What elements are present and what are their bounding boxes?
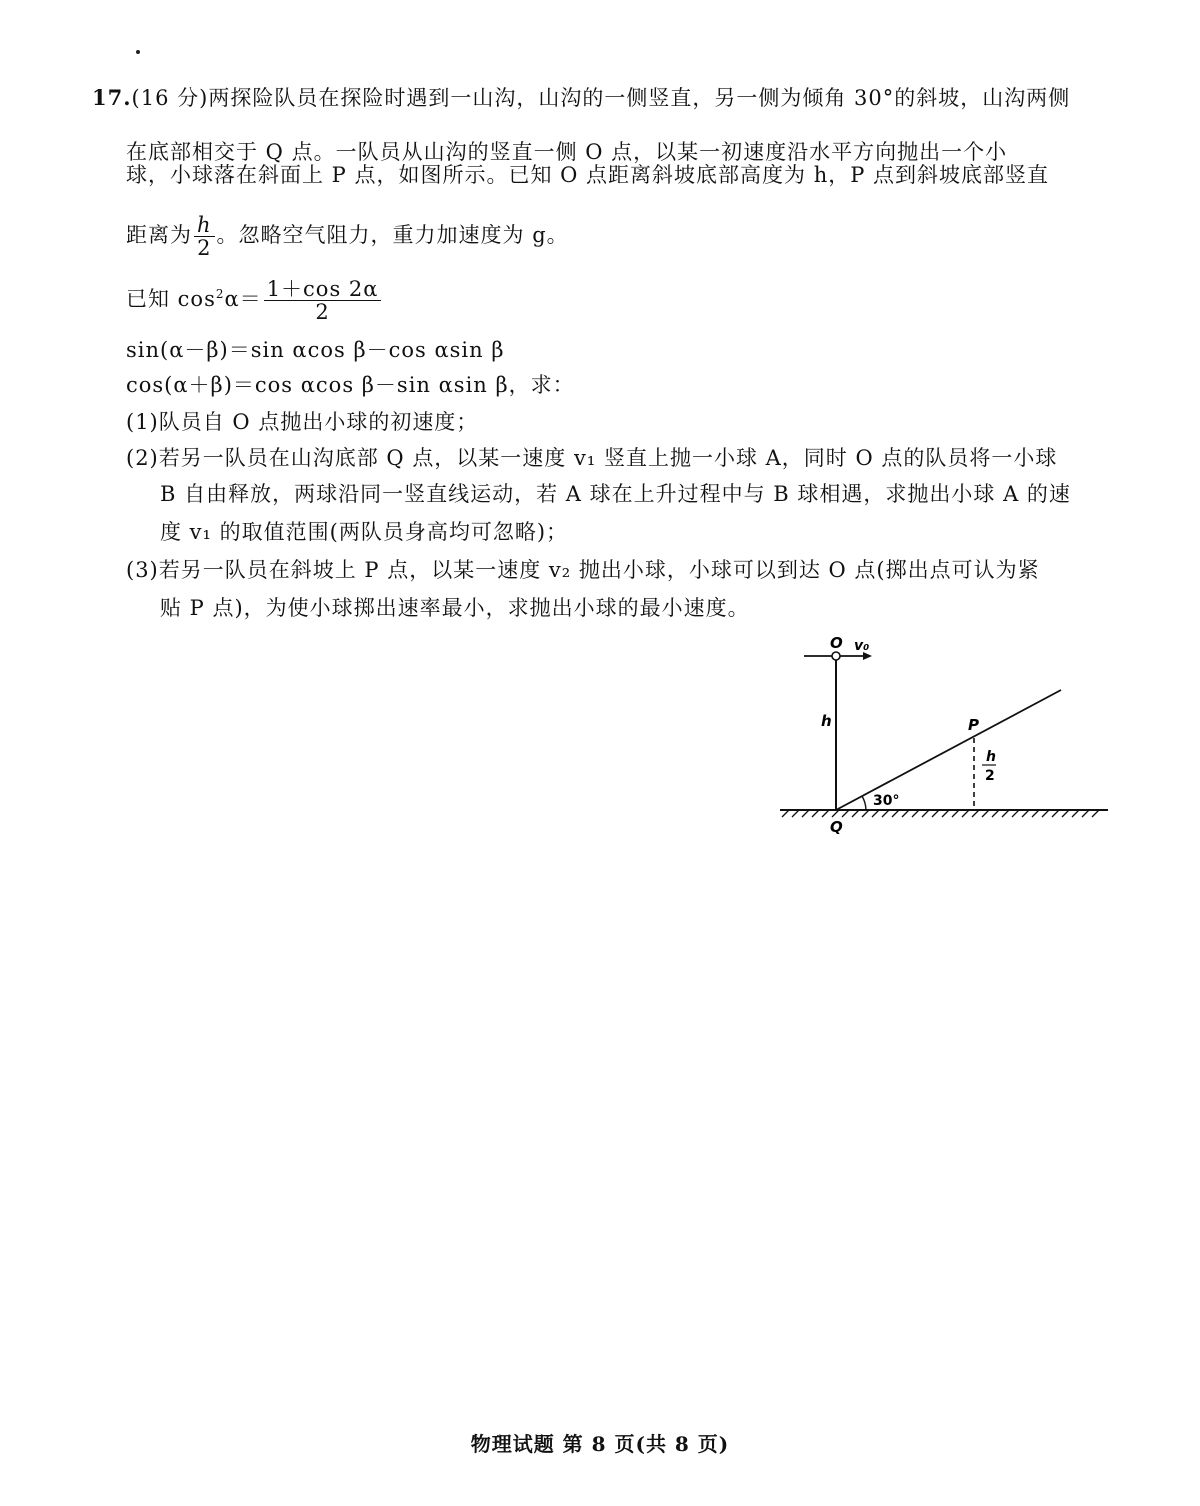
slope-line [836,690,1061,810]
intro-line-4-suffix: 。忽略空气阻力，重力加速度为 g。 [216,223,569,247]
question-score: (16 分) [131,86,209,110]
page-footer: 物理试题 第 8 页(共 8 页) [470,1432,730,1456]
scan-speck [136,50,140,54]
label-angle: 30° [873,793,900,809]
intro-line-4-prefix: 距离为 [126,223,192,247]
fraction-h-over-2 [194,214,215,259]
formula1-fraction [264,278,382,323]
label-h: h [821,712,832,730]
question-17-line1 [92,80,1070,116]
label-h-numerator: h [986,749,996,765]
part-2-line1: (2)若另一队员在山沟底部 Q 点，以某一速度 v₁ 竖直上抛一小球 A，同时 O 点的队员将一小球 [126,446,1058,470]
formula1-denominator: 2 [315,300,330,324]
formula-sin-difference: sin(α－β)＝sin αcos β－cos αsin β [126,338,505,362]
slope-figure [770,628,1120,843]
intro-line-4 [126,214,569,259]
question-number: 17. [92,85,132,110]
formula-cos-squared [126,276,383,323]
point-O [832,652,840,660]
fraction-numerator: h [194,214,215,237]
label-P: P [968,716,979,734]
angle-arc [862,796,866,810]
formula1-prefix: 已知 cos [126,287,216,311]
part-3-line1: (3)若另一队员在斜坡上 P 点，以某一速度 v₂ 抛出小球，小球可以到达 O 点(掷出点可认为紧 [126,558,1040,582]
intro-line-2: 在底部相交于 Q 点。一队员从山沟的竖直一侧 O 点，以某一初速度沿水平方向抛出一个小 [126,140,1008,164]
intro-line-3: 球，小球落在斜面上 P 点，如图所示。已知 O 点距离斜坡底部高度为 h，P 点到斜坡底部竖直 [126,163,1050,187]
formula-cos-sum: cos(α＋β)＝cos αcos β－sin αsin β，求： [126,373,575,397]
label-Q: Q [830,818,843,836]
formula1-var: α＝ [224,287,262,311]
fraction-denominator: 2 [197,236,212,260]
part-3-line2: 贴 P 点)，为使小球掷出速率最小，求抛出小球的最小速度。 [160,596,750,620]
label-h-denominator: 2 [985,768,995,784]
label-O: O [830,634,843,652]
ground-hatching [782,810,1099,817]
formula1-numerator: 1＋cos 2α [264,278,382,301]
intro-line-1: 两探险队员在探险时遇到一山沟，山沟的一侧竖直，另一侧为倾角 30°的斜坡，山沟两侧 [208,86,1071,110]
label-v0: v₀ [854,638,870,654]
formula1-sup: 2 [215,287,225,301]
part-2-line3: 度 v₁ 的取值范围(两队员身高均可忽略)； [160,520,569,544]
part-2-line2: B 自由释放，两球沿同一竖直线运动，若 A 球在上升过程中与 B 球相遇，求抛出小球 A 的速 [160,482,1071,506]
part-1: (1)队员自 O 点抛出小球的初速度； [126,410,479,434]
